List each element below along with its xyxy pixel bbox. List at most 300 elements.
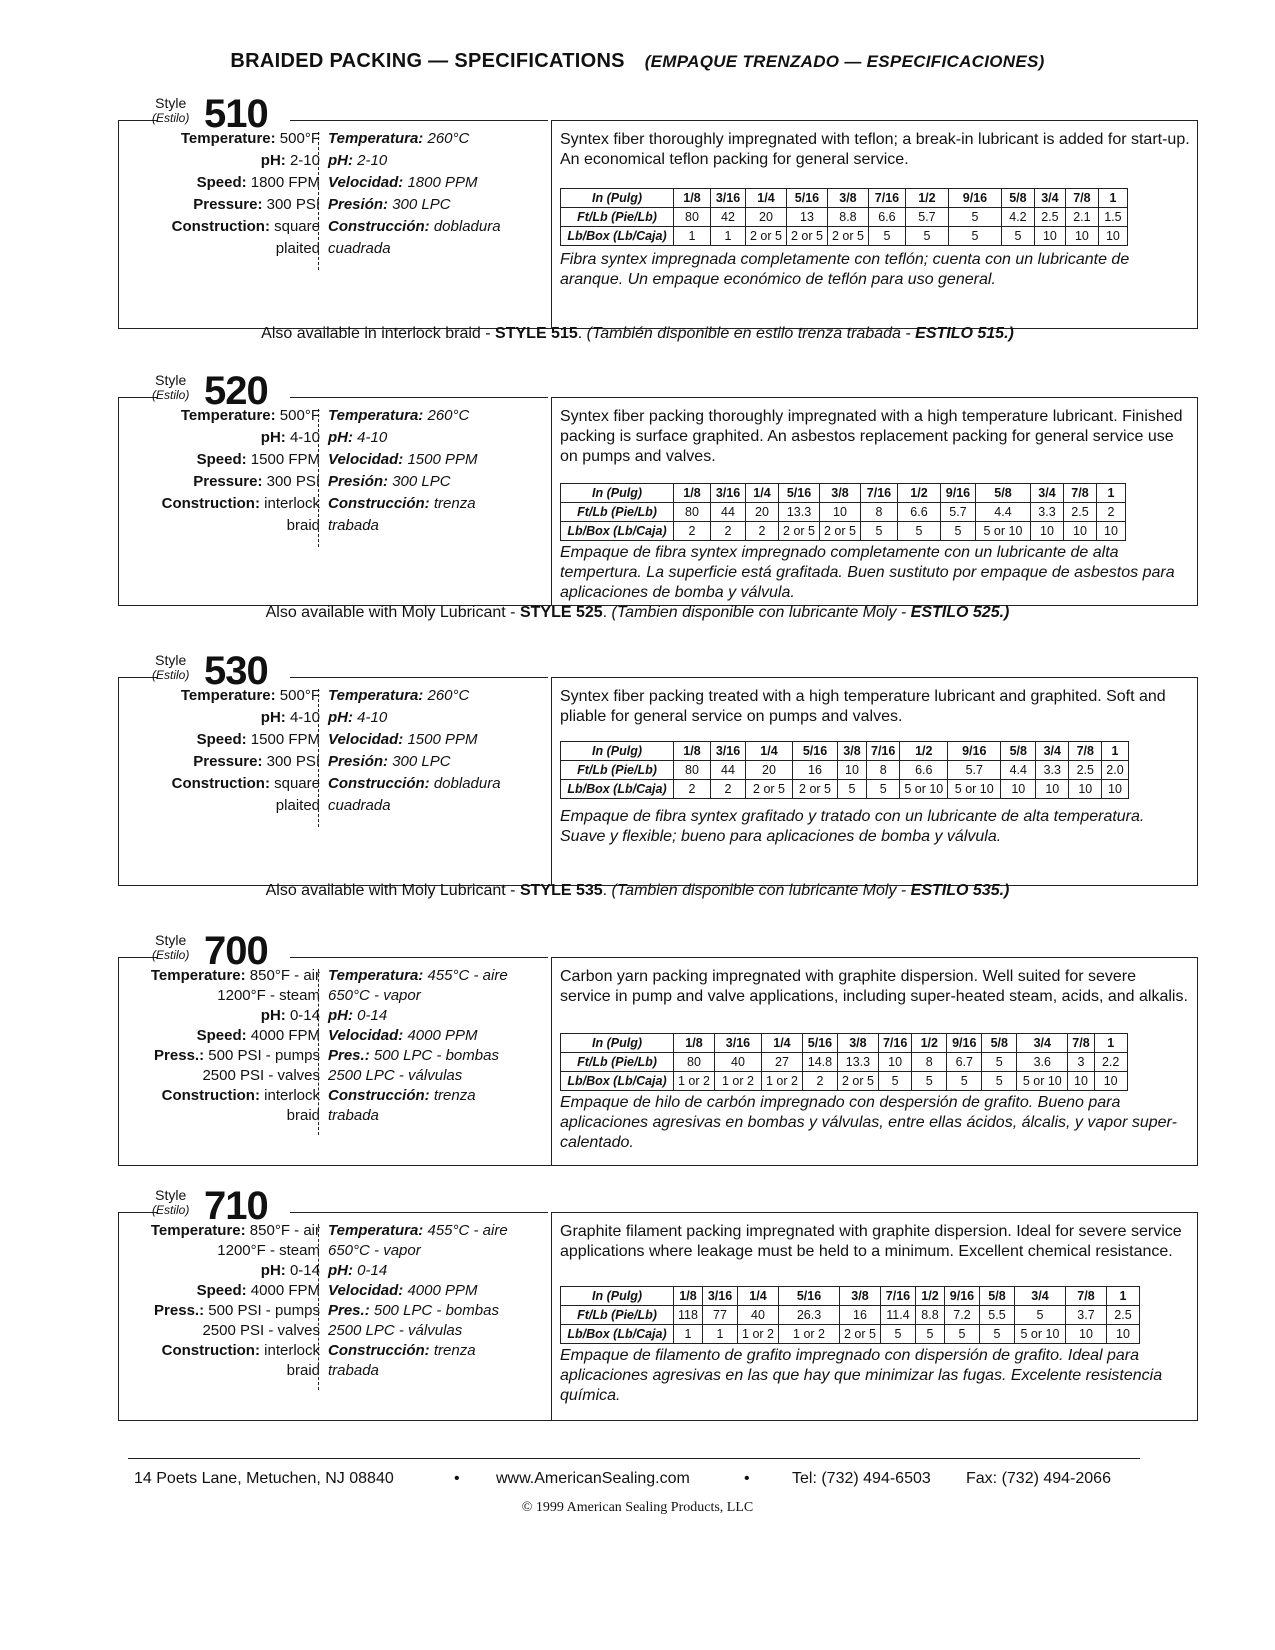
table-cell: 3/8 — [820, 484, 861, 503]
spec-ph-es — [328, 709, 387, 726]
table-cell: 7/8 — [1063, 484, 1096, 503]
spec-value: 2500 LPC - válvulas — [328, 1067, 463, 1084]
table-cell: 2 — [711, 780, 746, 799]
row-header: Ft/Lb (Pie/Lb) — [561, 1053, 674, 1072]
table-cell: 10 — [1063, 522, 1096, 541]
table-cell: 1/4 — [761, 1034, 802, 1053]
spec-value: dobladura — [433, 775, 501, 792]
table-cell: 1 or 2 — [779, 1325, 840, 1344]
spec-speed-es — [328, 1027, 478, 1044]
spec-value: square — [274, 775, 320, 792]
spec-ph-es — [328, 152, 387, 169]
table-cell: 1 or 2 — [714, 1072, 761, 1091]
spec-row-pressure — [118, 1302, 546, 1322]
box-top-rule — [551, 1212, 1197, 1213]
spec-construction-en — [162, 495, 320, 512]
table-cell: 80 — [674, 208, 711, 227]
spec-value: square — [274, 218, 320, 235]
spec-construction-2-es — [328, 517, 379, 534]
spec-value: 455°C - aire — [427, 967, 508, 984]
table-cell: 3.3 — [1030, 503, 1063, 522]
table-cell: 3.6 — [1017, 1053, 1068, 1072]
table-cell: 7/16 — [878, 1034, 911, 1053]
table-cell: 10 — [1102, 780, 1128, 799]
spec-value: 260°C — [427, 687, 470, 704]
availability-es-style: ESTILO 515.) — [915, 325, 1014, 342]
spec-temperature-en — [181, 130, 320, 147]
table-cell: 8 — [912, 1053, 947, 1072]
spec-row-temperature — [118, 687, 546, 709]
spec-value: 1500 FPM — [250, 731, 320, 748]
spec-value: 2500 PSI - valves — [202, 1322, 320, 1339]
table-cell: 1 — [1096, 484, 1125, 503]
spec-ph-en — [261, 429, 320, 446]
style-label-en: Style — [155, 652, 187, 668]
description-en: Syntex fiber packing thoroughly impregnated with a high temperature lubricant. Finished packing is surface graphited. An asbestos replacement packing for general service use on pumps and valves. — [560, 408, 1183, 465]
spec-value: plaited — [275, 240, 320, 257]
table-cell: 10 — [1001, 780, 1036, 799]
spec-row-temperature-2 — [118, 987, 546, 1007]
table-cell: 5 — [982, 1072, 1017, 1091]
lbbox-row — [561, 522, 1126, 541]
availability-style: STYLE 515 — [495, 325, 578, 342]
table-cell: 2 — [802, 1072, 837, 1091]
row-header: Lb/Box (Lb/Caja) — [561, 522, 674, 541]
table-cell: 5 — [979, 1325, 1014, 1344]
spec-row-temperature — [118, 130, 546, 152]
style-label-es: (Estilo) — [152, 668, 190, 682]
table-cell: 4.4 — [975, 503, 1030, 522]
table-cell: 6.6 — [900, 761, 948, 780]
table-cell: 3/4 — [1017, 1034, 1068, 1053]
table-cell: 2 or 5 — [786, 227, 827, 246]
spec-construction-es — [328, 1087, 476, 1104]
spec-pressure-2-es — [328, 1067, 462, 1084]
spec-value: 2-10 — [289, 152, 320, 169]
availability-style: STYLE 535 — [519, 882, 603, 899]
page-title-en: BRAIDED PACKING — SPECIFICATIONS — [230, 50, 625, 72]
table-cell: 16 — [840, 1306, 881, 1325]
availability-note: Also available with Moly Lubricant - STYLE 525. (Tambien disponible con lubricante Moly - ESTILO 525.) — [265, 604, 1010, 621]
table-cell: 6.6 — [897, 503, 940, 522]
table-cell: 16 — [793, 761, 838, 780]
spec-ph-en — [261, 1007, 320, 1024]
spec-value: 1800 PPM — [407, 174, 478, 191]
table-cell: 5/16 — [786, 189, 827, 208]
spec-value: 1200°F - steam — [217, 1242, 320, 1259]
row-header: Lb/Box (Lb/Caja) — [561, 1072, 674, 1091]
availability-note: Also available with Moly Lubricant - STYLE 535. (Tambien disponible con lubricante Moly - ESTILO 535.) — [265, 882, 1010, 899]
spec-label: pH: — [260, 152, 286, 169]
table-cell: 20 — [746, 761, 793, 780]
table-cell: 10 — [1069, 780, 1102, 799]
spec-label: pH: — [328, 429, 353, 446]
table-cell: 9/16 — [944, 1287, 979, 1306]
spec-label: Construcción: — [328, 495, 430, 512]
spec-construction-2-en — [287, 1362, 320, 1379]
spec-label: Speed: — [196, 1282, 247, 1299]
table-cell: 1/8 — [674, 484, 711, 503]
description-en: Syntex fiber packing treated with a high temperature lubricant and graphited. Soft and pliable for general service on pumps and valves. — [560, 688, 1166, 725]
spec-value: 300 PSI — [266, 753, 320, 770]
spec-temperature-es — [328, 687, 469, 704]
table-cell: 2.5 — [1106, 1306, 1139, 1325]
spec-value: 0-14 — [289, 1262, 320, 1279]
table-cell: 3/4 — [1034, 189, 1065, 208]
spec-divider — [318, 1224, 319, 1390]
spec-label: Construcción: — [328, 218, 430, 235]
table-cell: 3/8 — [827, 189, 868, 208]
table-cell: 5 — [1001, 227, 1034, 246]
table-cell: 10 — [838, 761, 867, 780]
spec-row-construction-2 — [118, 797, 546, 819]
spec-value: 1200°F - steam — [217, 987, 320, 1004]
spec-value: 500 PSI - pumps — [208, 1302, 320, 1319]
spec-temperature-2-es — [328, 1242, 421, 1259]
size-row — [561, 484, 1126, 503]
table-cell: 5/8 — [982, 1034, 1017, 1053]
style-number: 510 — [204, 92, 268, 136]
availability-es — [587, 325, 1014, 342]
spec-construction-en — [172, 775, 320, 792]
table-cell: 1/8 — [674, 189, 711, 208]
spec-value: 4-10 — [357, 429, 388, 446]
style-section-510 — [118, 92, 1198, 318]
table-cell: 7/16 — [860, 484, 897, 503]
table-cell: 1 or 2 — [761, 1072, 802, 1091]
table-cell: 2 or 5 — [827, 227, 868, 246]
table-cell: 2 or 5 — [820, 522, 861, 541]
table-cell: 3/16 — [711, 742, 746, 761]
table-cell: 10 — [1068, 1072, 1094, 1091]
spec-row-construction — [118, 775, 546, 797]
table-cell: 5 — [982, 1053, 1017, 1072]
spec-label: Temperatura: — [328, 1222, 424, 1239]
table-cell: 1 — [1094, 1034, 1127, 1053]
row-header: Lb/Box (Lb/Caja) — [561, 227, 674, 246]
footer-bullet: • — [744, 1470, 750, 1487]
spec-label: pH: — [260, 1262, 286, 1279]
spec-pressure-es — [328, 196, 451, 213]
style-number: 700 — [204, 929, 268, 973]
spec-label: Pressure: — [193, 753, 263, 770]
spec-label: Construction: — [161, 1342, 260, 1359]
spec-value: trabada — [328, 517, 379, 534]
table-cell: 1/8 — [674, 742, 711, 761]
table-cell: 2.5 — [1069, 761, 1102, 780]
spec-label: Velocidad: — [328, 451, 404, 468]
description-es: Fibra syntex impregnada completamente con teflón; cuenta con un lubricante de aranque. Un empaque económico de teflón para uso general. — [560, 251, 1130, 288]
style-label-en: Style — [155, 1187, 187, 1203]
spec-row-temperature — [118, 967, 546, 987]
table-cell: 1/2 — [900, 742, 948, 761]
spec-row-construction — [118, 1342, 546, 1362]
spec-value: 455°C - aire — [427, 1222, 508, 1239]
spec-construction-es — [328, 495, 476, 512]
description-es: Empaque de hilo de carbón impregnado con despersión de grafito. Bueno para aplicaciones agresivas en bombas y válvulas, entre ellas ácidos, álcalis, y vapor super-calentado. — [560, 1094, 1177, 1151]
spec-label: Presión: — [328, 473, 389, 490]
spec-label: Presión: — [328, 196, 389, 213]
style-number: 520 — [204, 369, 268, 413]
spec-speed-en — [197, 1027, 320, 1044]
row-header: Ft/Lb (Pie/Lb) — [561, 1306, 674, 1325]
spec-label: Pres.: — [328, 1302, 370, 1319]
spec-row-pressure — [118, 1047, 546, 1067]
availability-note: Also available in interlock braid - STYLE 515. (También disponible en estilo trenza trabada - ESTILO 515.) — [261, 325, 1014, 342]
spec-row-construction-2 — [118, 240, 546, 262]
spec-list — [118, 1222, 546, 1382]
spec-value: braid — [286, 1107, 320, 1124]
table-cell: 1/8 — [674, 1287, 703, 1306]
table-cell: 80 — [674, 1053, 715, 1072]
spec-temperature-en — [181, 687, 320, 704]
table-cell: 3/8 — [840, 1287, 881, 1306]
box-top-rule — [551, 120, 1197, 121]
description-es: Empaque de fibra syntex impregnado completamente con un lubricante de alta tempertura. La superficie está grafitada. Buen sustituto por empaque de asbestos para aplicaciones de bomba y válvula. — [560, 544, 1175, 601]
footer-tel: Tel: (732) 494-6503 — [792, 1470, 931, 1487]
ftlb-row — [561, 503, 1126, 522]
spec-temperature-es — [328, 967, 508, 984]
table-cell: 2 or 5 — [746, 780, 793, 799]
table-cell: 44 — [711, 503, 746, 522]
spec-value: 4-10 — [357, 709, 388, 726]
table-cell: 5/16 — [779, 1287, 840, 1306]
spec-pressure-2-en — [202, 1067, 320, 1084]
table-cell: 5 or 10 — [1014, 1325, 1065, 1344]
table-cell: 1/2 — [912, 1034, 947, 1053]
style-label-en: Style — [155, 95, 187, 111]
table-cell: 10 — [1094, 1072, 1127, 1091]
spec-temperature-en — [151, 1222, 320, 1239]
spec-row-speed — [118, 1027, 546, 1047]
spec-label: Pressure: — [193, 473, 263, 490]
table-cell: 5 — [860, 522, 897, 541]
page-title — [0, 50, 1275, 73]
spec-value: 260°C — [427, 130, 470, 147]
table-cell: 3/16 — [714, 1034, 761, 1053]
spec-row-pressure-2 — [118, 1322, 546, 1342]
table-cell: 9/16 — [948, 742, 1001, 761]
spec-speed-es — [328, 174, 478, 191]
style-label-es: (Estilo) — [152, 1203, 190, 1217]
table-cell: 13.3 — [837, 1053, 878, 1072]
spec-construction-2-es — [328, 1362, 379, 1379]
box-divider — [551, 957, 552, 1165]
spec-label: pH: — [328, 1262, 353, 1279]
spec-speed-es — [328, 1282, 478, 1299]
table-cell: 5 — [880, 1325, 915, 1344]
table-cell: 9/16 — [948, 189, 1001, 208]
spec-row-pressure-2 — [118, 1067, 546, 1087]
spec-ph-es — [328, 1262, 387, 1279]
table-cell: 42 — [711, 208, 746, 227]
spec-value: 4000 PPM — [407, 1027, 478, 1044]
spec-construction-2-en — [287, 1107, 320, 1124]
table-cell: 1 — [1102, 742, 1128, 761]
table-cell: 2 — [674, 522, 711, 541]
ftlb-row — [561, 761, 1129, 780]
size-table — [560, 188, 1128, 246]
spec-value: 1500 FPM — [250, 451, 320, 468]
spec-label: Speed: — [196, 731, 247, 748]
ftlb-row — [561, 208, 1128, 227]
spec-value: 4000 FPM — [250, 1282, 320, 1299]
table-cell: 40 — [714, 1053, 761, 1072]
table-cell: 1/4 — [746, 484, 779, 503]
spec-value: 2-10 — [357, 152, 388, 169]
table-cell: 20 — [746, 208, 787, 227]
spec-value: 1800 FPM — [250, 174, 320, 191]
spec-pressure-en — [193, 473, 320, 490]
spec-speed-en — [197, 731, 320, 748]
table-cell: 5 or 10 — [948, 780, 1001, 799]
row-header: Ft/Lb (Pie/Lb) — [561, 208, 674, 227]
table-cell: 7.2 — [944, 1306, 979, 1325]
style-section-530 — [118, 649, 1198, 875]
spec-pressure-2-en — [202, 1322, 320, 1339]
availability-es-text: (Tambien disponible con lubricante Moly - — [611, 882, 911, 899]
spec-row-construction-2 — [118, 1362, 546, 1382]
table-cell: 5 — [905, 227, 948, 246]
spec-pressure-en — [154, 1047, 320, 1064]
table-cell: 5 — [1014, 1306, 1065, 1325]
spec-list — [118, 130, 546, 262]
table-cell: 5.7 — [948, 761, 1001, 780]
spec-pressure-es — [328, 753, 451, 770]
table-cell: 2.5 — [1034, 208, 1065, 227]
description-en: Graphite filament packing impregnated with graphite dispersion. Ideal for severe service applications where leakage must be held to a minimum. Excellent chemical resistance. — [560, 1223, 1182, 1260]
spec-value: 300 PSI — [266, 473, 320, 490]
box-top-rule — [551, 957, 1197, 958]
spec-label: Construction: — [161, 1087, 260, 1104]
spec-label: Velocidad: — [328, 1027, 404, 1044]
spec-construction-2-es — [328, 797, 391, 814]
spec-row-construction-2 — [118, 1107, 546, 1127]
page-title-es: (EMPAQUE TRENZADO — ESPECIFICACIONES) — [644, 52, 1045, 71]
spec-row-pressure — [118, 196, 546, 218]
table-cell: 5 — [944, 1325, 979, 1344]
spec-row-ph — [118, 429, 546, 451]
table-cell: 1 or 2 — [674, 1072, 715, 1091]
spec-pressure-es — [328, 1302, 499, 1319]
table-cell: 3/4 — [1014, 1287, 1065, 1306]
spec-temperature-es — [328, 1222, 508, 1239]
table-cell: 6.7 — [947, 1053, 982, 1072]
ftlb-row — [561, 1053, 1128, 1072]
spec-value: trenza — [433, 1342, 476, 1359]
lbbox-row — [561, 1072, 1128, 1091]
row-header: In (Pulg) — [561, 484, 674, 503]
table-cell: 5.5 — [979, 1306, 1014, 1325]
table-cell: 5/8 — [1001, 742, 1036, 761]
table-cell: 5 or 10 — [900, 780, 948, 799]
table-cell: 10 — [1106, 1325, 1139, 1344]
spec-label: Construction: — [161, 495, 260, 512]
table-cell: 2.0 — [1102, 761, 1128, 780]
table-cell: 10 — [1034, 227, 1065, 246]
spec-value: 300 LPC — [392, 473, 451, 490]
footer-website: www.AmericanSealing.com — [496, 1470, 690, 1487]
spec-value: 2500 LPC - válvulas — [328, 1322, 463, 1339]
table-cell: 7/8 — [1069, 742, 1102, 761]
spec-row-construction — [118, 1087, 546, 1107]
spec-label: Speed: — [196, 174, 247, 191]
availability-text: Also available in interlock braid - — [261, 325, 496, 342]
spec-value: 0-14 — [357, 1262, 388, 1279]
table-cell: 2 — [674, 780, 711, 799]
spec-label: pH: — [260, 1007, 286, 1024]
spec-value: interlock — [264, 1087, 320, 1104]
box-divider — [551, 397, 552, 605]
table-cell: 10 — [1096, 522, 1125, 541]
table-cell: 10 — [820, 503, 861, 522]
spec-construction-es — [328, 775, 501, 792]
spec-row-pressure — [118, 473, 546, 495]
spec-label: Temperatura: — [328, 130, 424, 147]
spec-value: 1500 PPM — [407, 451, 478, 468]
spec-speed-en — [197, 1282, 320, 1299]
spec-construction-2-en — [276, 240, 320, 257]
spec-value: 260°C — [427, 407, 470, 424]
availability-es — [612, 882, 1010, 899]
spec-value: braid — [286, 1362, 320, 1379]
spec-value: 650°C - vapor — [328, 987, 421, 1004]
spec-row-construction-2 — [118, 517, 546, 539]
availability-text: Also available with Moly Lubricant - — [265, 882, 520, 899]
table-cell: 2.1 — [1065, 208, 1098, 227]
spec-pressure-en — [193, 196, 320, 213]
spec-pressure-en — [193, 753, 320, 770]
spec-row-construction — [118, 495, 546, 517]
footer-fax: Fax: (732) 494-2066 — [966, 1470, 1111, 1487]
spec-temperature-es — [328, 130, 469, 147]
spec-construction-es — [328, 218, 501, 235]
lbbox-row — [561, 227, 1128, 246]
spec-temperature-en — [151, 967, 320, 984]
table-cell: 1.5 — [1098, 208, 1127, 227]
table-cell: 1 or 2 — [738, 1325, 779, 1344]
table-cell: 1 — [1106, 1287, 1139, 1306]
spec-row-temperature — [118, 407, 546, 429]
spec-speed-en — [197, 174, 320, 191]
spec-temperature-es — [328, 407, 469, 424]
spec-value: cuadrada — [328, 797, 391, 814]
availability-es-text: (También disponible en estilo trenza trabada - — [586, 325, 916, 342]
spec-row-speed — [118, 451, 546, 473]
table-cell: 2 or 5 — [746, 227, 787, 246]
table-cell: 5.7 — [940, 503, 975, 522]
table-cell: 8.8 — [827, 208, 868, 227]
table-cell: 14.8 — [802, 1053, 837, 1072]
spec-value: 4-10 — [289, 429, 320, 446]
style-label-en: Style — [155, 372, 187, 388]
table-cell: 80 — [674, 503, 711, 522]
table-cell: 44 — [711, 761, 746, 780]
table-cell: 1/2 — [915, 1287, 944, 1306]
spec-speed-es — [328, 451, 478, 468]
table-cell: 10 — [1036, 780, 1069, 799]
table-cell: 7/16 — [880, 1287, 915, 1306]
size-row — [561, 1034, 1128, 1053]
spec-label: Temperature: — [180, 687, 276, 704]
spec-row-speed — [118, 1282, 546, 1302]
size-table — [560, 1286, 1140, 1344]
spec-speed-es — [328, 731, 478, 748]
spec-ph-en — [261, 152, 320, 169]
copyright: © 1999 American Sealing Products, LLC — [521, 1500, 754, 1515]
spec-label: Pres.: — [328, 1047, 370, 1064]
table-cell: 5 — [947, 1072, 982, 1091]
